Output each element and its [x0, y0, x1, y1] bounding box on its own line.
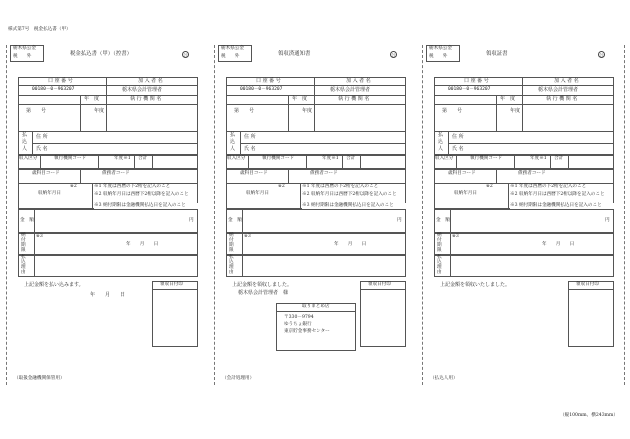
receipt-date-mark: ※2 [486, 184, 493, 189]
account-name: 栃木県会計管理者 [122, 87, 163, 93]
amount-label: 金 額 [436, 218, 450, 223]
name-header: 加 入 者 名 [346, 78, 371, 84]
name-header: 加 入 者 名 [554, 78, 579, 84]
reason-char-3: 由 [229, 270, 234, 275]
subject-code-label: 歳科目コード [448, 171, 476, 176]
bottom-date: 年 月 日 [90, 292, 126, 298]
org-line-1: 栃木県公金 [221, 46, 244, 51]
exec-code-label: 執行機関コード [470, 156, 503, 161]
year-label: 年度 [302, 108, 313, 114]
amount-label: 金 額 [20, 218, 34, 223]
account-number: 00180－0－963207 [240, 87, 283, 92]
debtor-code-label: 債務者コード [518, 171, 546, 176]
payer-char-1: 込 [22, 139, 28, 145]
reason-char-0: 払 [437, 255, 442, 260]
deadline-row [226, 233, 406, 255]
form-title: 領収証書 [486, 51, 508, 57]
address-label: 住 所 [36, 134, 48, 140]
note-2: ※2 収納年月日は西暦下2桁以降を記入のこと [510, 192, 605, 197]
yen-label: 円 [397, 218, 402, 223]
account-name: 栃木県会計管理者 [538, 87, 579, 93]
name-label: 氏 名 [244, 146, 256, 152]
code-row [226, 155, 406, 169]
address-label: 住 所 [452, 134, 464, 140]
exec-org-label: 執 行 機 関 名 [338, 96, 370, 102]
note-1: ※1 年度は西暦の下2桁を記入のこと [510, 184, 587, 189]
payer-char-1: 込 [230, 139, 236, 145]
income-class-label: 収入区分 [19, 156, 38, 161]
yen-label: 円 [605, 218, 610, 223]
amount-label: 金 額 [228, 218, 242, 223]
yen-label: 円 [189, 218, 194, 223]
reason-char-2: 理 [229, 265, 234, 270]
cut-line-2 [422, 45, 423, 385]
receipt-date-label: 収納年月日 [246, 191, 269, 196]
payer-char-2: 人 [438, 146, 444, 152]
debtor-code-label: 債務者コード [310, 171, 338, 176]
account-header: 口 座 番 号 [464, 78, 489, 84]
account-header: 口 座 番 号 [48, 78, 73, 84]
reason-row [226, 255, 406, 277]
name-label: 氏 名 [452, 146, 464, 152]
code-row [434, 155, 614, 169]
recipient-line-1: ゆうちょ銀行 [284, 322, 312, 327]
deadline-char-2: 期 [21, 243, 26, 248]
stamp-label: 領収日付印 [368, 282, 391, 287]
deadline-char-3: 限 [229, 248, 234, 253]
reason-char-3: 由 [21, 270, 26, 275]
seal-circle: 公 [391, 52, 396, 57]
deadline-ymd: 年 月 日 [126, 242, 159, 247]
panel-footer: （会計処理用） [222, 376, 255, 381]
exec-org-label: 執 行 機 関 名 [546, 96, 578, 102]
amount-row [434, 209, 614, 233]
org-line-1: 栃木県公金 [429, 46, 452, 51]
reason-char-2: 理 [21, 265, 26, 270]
bottom-text: 上記金額を領収いたしました。 [440, 282, 511, 288]
org-line-2: 税 外 [13, 54, 32, 59]
note-3: ※3 納付期限は金融機関払込日を記入のこと [302, 203, 410, 209]
bottom-sub: 栃木県会計管理者 様 [238, 290, 289, 296]
org-line-1: 栃木県公金 [13, 46, 36, 51]
year-code-label: 年度※1 [114, 156, 131, 161]
deadline-char-3: 限 [437, 248, 442, 253]
stamp-box [152, 281, 198, 347]
note-2: ※2 収納年月日は西暦下2桁以降を記入のこと [94, 192, 189, 197]
reason-char-1: 込 [21, 260, 26, 265]
bottom-text: 上記金額を領収しました。 [232, 282, 293, 288]
stamp-box [568, 281, 614, 347]
fiscal-year-label: 年 度 [500, 96, 516, 102]
reason-char-2: 理 [437, 265, 442, 270]
fiscal-year-label: 年 度 [84, 96, 100, 102]
receipt-date-mark: ※2 [278, 184, 285, 189]
receipt-date-label: 収納年月日 [454, 191, 477, 196]
stamp-label: 領収日付印 [576, 282, 599, 287]
cut-line-right [624, 45, 625, 385]
seal-circle: 公 [599, 52, 604, 57]
reason-char-0: 払 [21, 255, 26, 260]
stamp-label: 領収日付印 [160, 282, 183, 287]
number-label: 第 号 [234, 108, 255, 114]
note-1: ※1 年度は西暦の下2桁を記入のこと [302, 184, 379, 189]
reason-char-0: 払 [229, 255, 234, 260]
account-name: 栃木県会計管理者 [330, 87, 371, 93]
deadline-mark: ※3 [452, 234, 459, 239]
address-label: 住 所 [244, 134, 256, 140]
debtor-code-label: 債務者コード [102, 171, 130, 176]
reason-char-1: 込 [437, 260, 442, 265]
amount-row [18, 209, 198, 233]
seal-circle: 公 [183, 52, 188, 57]
reason-row [434, 255, 614, 277]
note-2: ※2 収納年月日は西暦下2桁以降を記入のこと [302, 192, 397, 197]
reason-char-3: 由 [437, 270, 442, 275]
total-label: 合計 [346, 156, 356, 161]
name-label: 氏 名 [36, 146, 48, 152]
org-line-2: 税 外 [429, 54, 448, 59]
payer-char-0: 払 [22, 132, 28, 138]
note-3: ※3 納付期限は金融機関払込日を記入のこと [510, 203, 618, 209]
panel-p2 [218, 45, 414, 385]
deadline-ymd: 年 月 日 [334, 242, 367, 247]
deadline-char-0: 納 [437, 233, 442, 238]
subject-code-label: 歳科目コード [32, 171, 60, 176]
deadline-char-1: 付 [437, 238, 442, 243]
bottom-text: 上記金額を払い込みます。 [24, 282, 84, 288]
fiscal-year-label: 年 度 [292, 96, 308, 102]
deadline-char-2: 期 [437, 243, 442, 248]
exec-org-label: 執 行 機 関 名 [130, 96, 162, 102]
cut-line-1 [214, 45, 215, 385]
exec-code-label: 執行機関コード [54, 156, 87, 161]
receipt-date-label: 収納年月日 [38, 191, 61, 196]
deadline-mark: ※3 [244, 234, 251, 239]
account-number: 00180－0－963207 [448, 87, 491, 92]
deadline-char-1: 付 [229, 238, 234, 243]
year-label: 年度 [510, 108, 521, 114]
payer-char-2: 人 [22, 146, 28, 152]
stamp-box [360, 281, 406, 347]
recipient-line-0: 〒330－9794 [284, 315, 314, 320]
year-code-label: 年度※1 [322, 156, 339, 161]
panel-p3 [426, 45, 622, 385]
form-title: 領収済通知書 [278, 51, 311, 57]
note-3: ※3 納付期限は金融機関払込日を記入のこと [94, 203, 202, 209]
name-header: 加 入 者 名 [138, 78, 163, 84]
deadline-mark: ※3 [36, 234, 43, 239]
income-class-label: 収入区分 [435, 156, 454, 161]
deadline-char-1: 付 [21, 238, 26, 243]
number-label: 第 号 [442, 108, 463, 114]
deadline-row [18, 233, 198, 255]
year-code-label: 年度※1 [530, 156, 547, 161]
footer-size: （縦100mm、横243mm） [560, 413, 618, 418]
subject-code-label: 歳科目コード [240, 171, 268, 176]
payer-char-0: 払 [438, 132, 444, 138]
panel-p1 [10, 45, 206, 385]
year-label: 年度 [94, 108, 105, 114]
total-label: 合計 [554, 156, 564, 161]
income-class-label: 収入区分 [227, 156, 246, 161]
deadline-row [434, 233, 614, 255]
payer-char-0: 払 [230, 132, 236, 138]
org-line-2: 税 外 [221, 54, 240, 59]
recipient-header: 取りまとめ店 [302, 304, 330, 309]
number-label: 第 号 [26, 108, 47, 114]
deadline-char-3: 限 [21, 248, 26, 253]
form-label: 様式第7号 税金払込書（甲） [8, 27, 71, 32]
panel-footer: （払込人用） [430, 376, 458, 381]
deadline-char-0: 納 [21, 233, 26, 238]
panel-footer: （取扱金融機関保管用） [14, 376, 65, 381]
deadline-ymd: 年 月 日 [542, 242, 575, 247]
reason-char-1: 込 [229, 260, 234, 265]
amount-row [226, 209, 406, 233]
form-title: 税金払込書（甲）（控書） [70, 51, 132, 57]
payer-char-1: 込 [438, 139, 444, 145]
receipt-date-mark: ※2 [70, 184, 77, 189]
deadline-char-2: 期 [229, 243, 234, 248]
payer-char-2: 人 [230, 146, 236, 152]
deadline-char-0: 納 [229, 233, 234, 238]
exec-code-label: 執行機関コード [262, 156, 295, 161]
recipient-line-2: 東京貯金事務センター [284, 329, 330, 334]
cut-line-left [6, 45, 7, 385]
account-header: 口 座 番 号 [256, 78, 281, 84]
code-row [18, 155, 198, 169]
note-1: ※1 年度は西暦の下2桁を記入のこと [94, 184, 171, 189]
total-label: 合計 [138, 156, 148, 161]
account-number: 00180－0－963207 [32, 87, 75, 92]
reason-row [18, 255, 198, 277]
